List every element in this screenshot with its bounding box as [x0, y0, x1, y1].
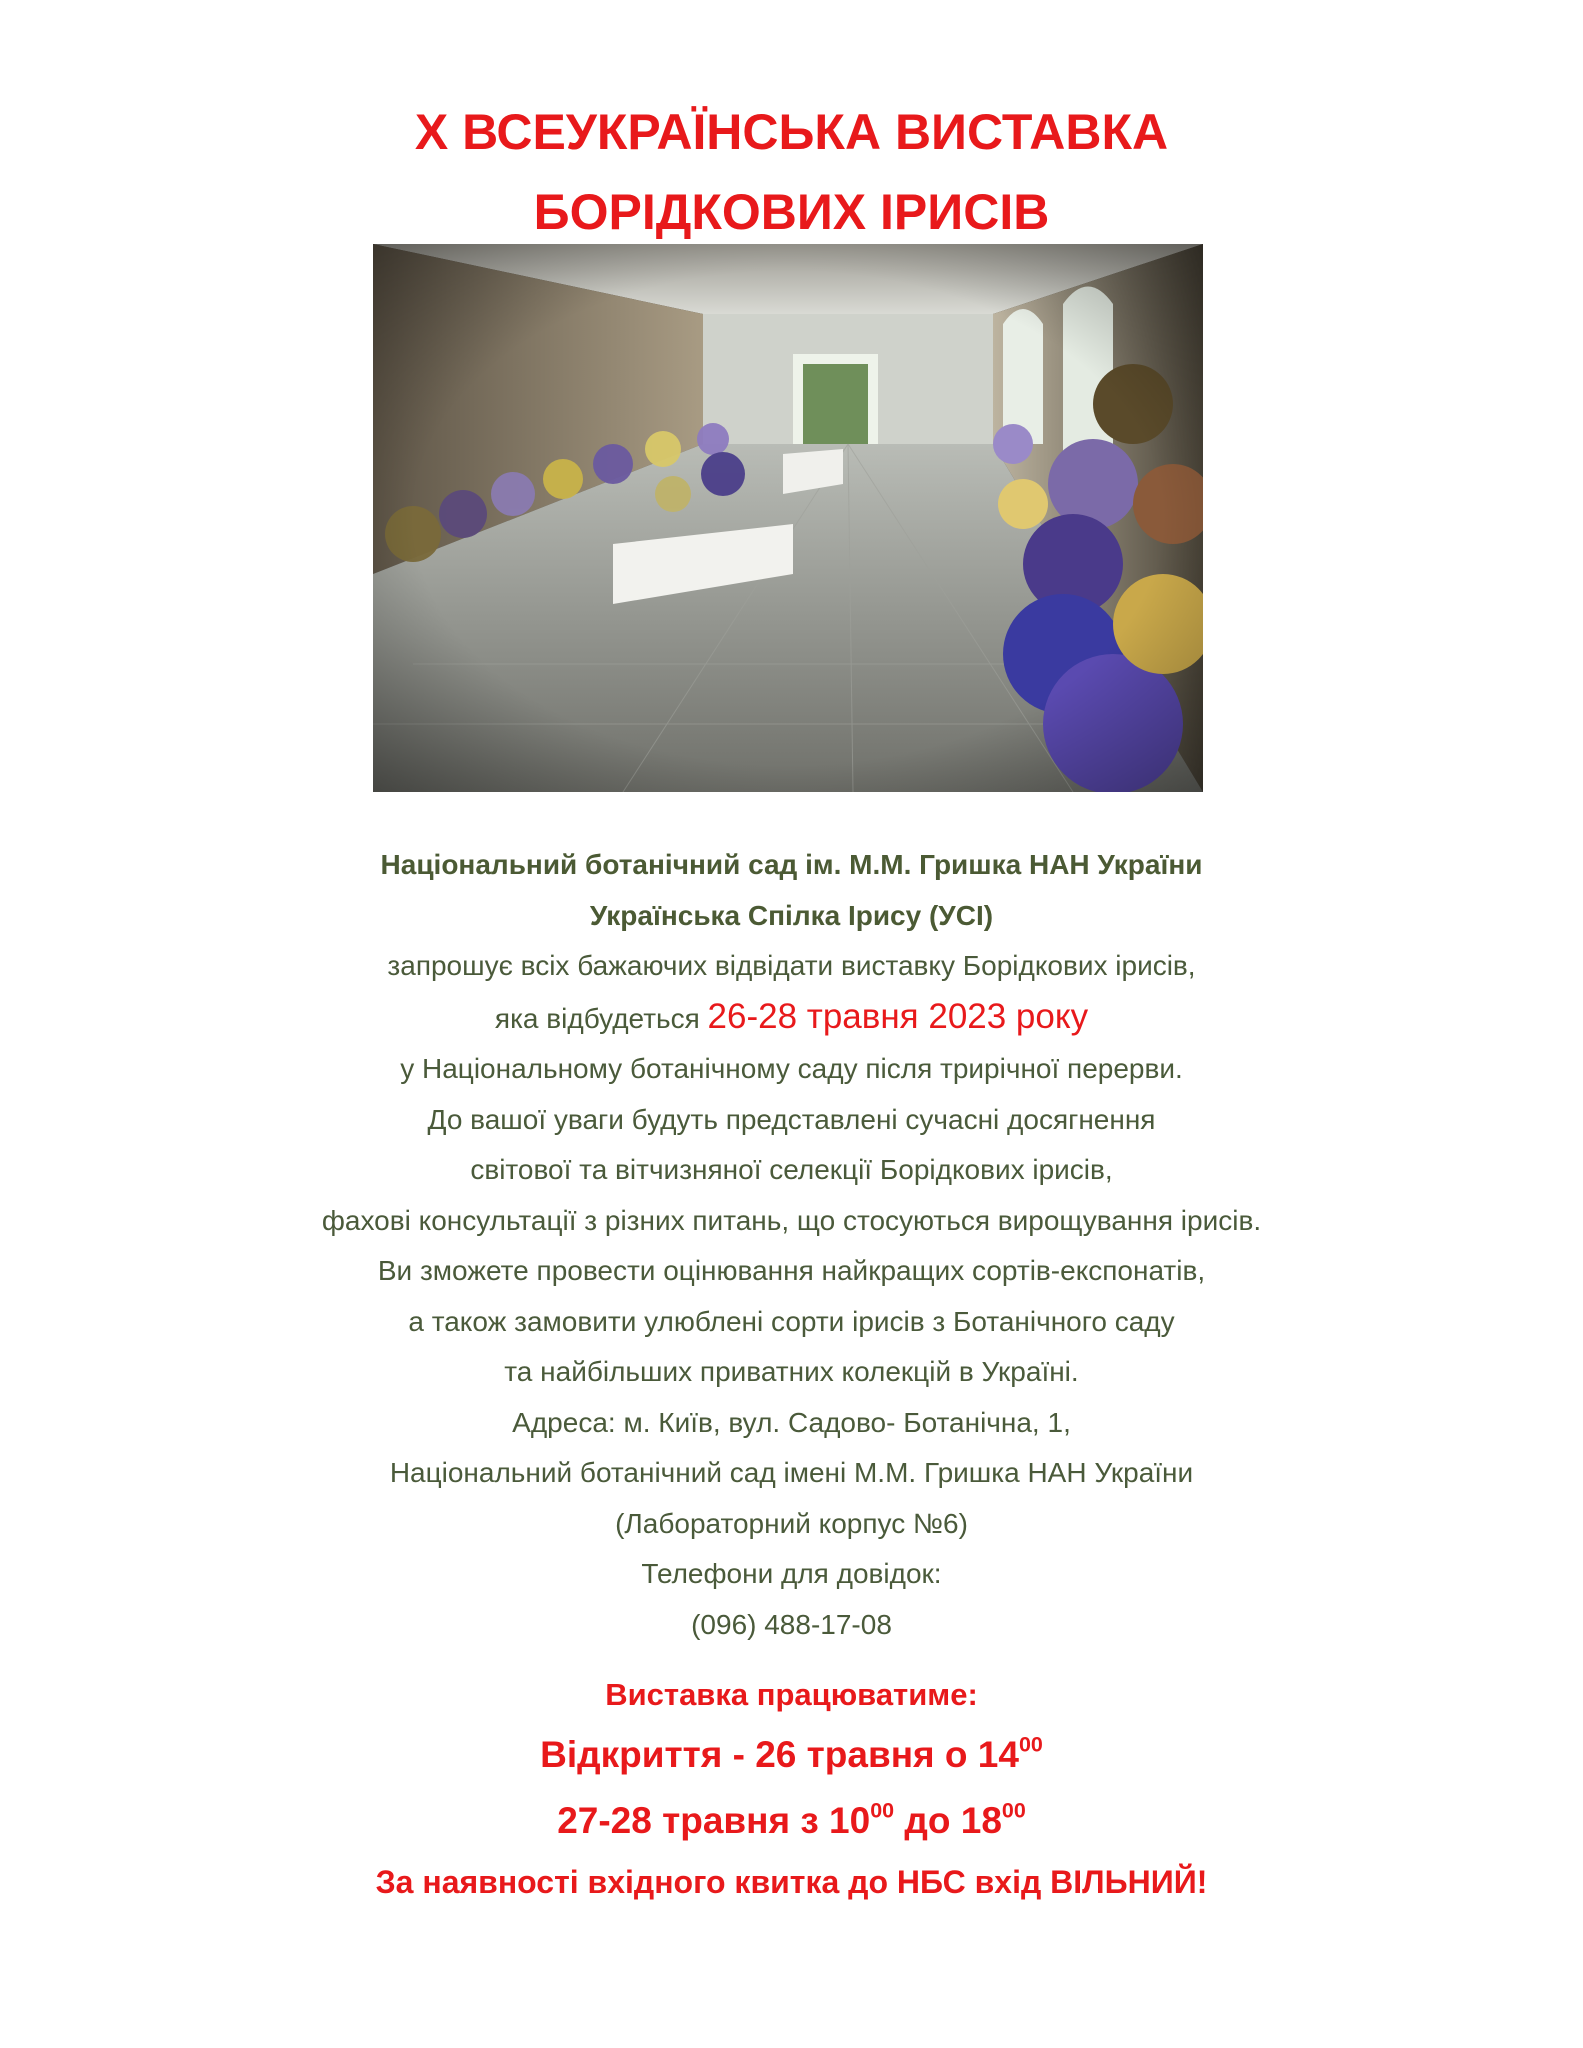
- days-hours-mid: до 18: [894, 1800, 1002, 1841]
- opening-time: [0, 1722, 1583, 1788]
- opening-time-minutes: 00: [1018, 1732, 1043, 1757]
- days-hours-end-minutes: 00: [1001, 1798, 1026, 1823]
- address-line-1: Адреса: м. Київ, вул. Садово- Ботанічна, 1,: [512, 1406, 1071, 1438]
- phones-label: Телефони для довідок:: [641, 1558, 942, 1589]
- description-line-3: світової та вітчизняної селекції Борідкових ірисів,: [470, 1154, 1113, 1185]
- entry-note: За наявності вхідного квитка до НБС вхід ВІЛЬНИЙ!: [375, 1864, 1208, 1900]
- days-hours-start-minutes: 00: [870, 1798, 895, 1823]
- description-line-5: Ви зможете провести оцінювання найкращих сортів-експонатів,: [377, 1255, 1206, 1286]
- days-hours-text: 27-28 травня з 10: [557, 1800, 871, 1841]
- exhibition-hall-photo: [373, 244, 1203, 792]
- description-line-7: та найбільших приватних колекцій в Україні.: [504, 1356, 1079, 1387]
- organizer-garden: Національний ботанічний сад ім. М.М. Гришка НАН України: [380, 849, 1203, 880]
- event-date-prefix: яка відбудеться: [494, 1002, 708, 1034]
- opening-hours: [0, 1668, 1583, 1910]
- poster-title-line1: X ВСЕУКРАЇНСЬКА ВИСТАВКА: [414, 104, 1169, 160]
- event-date: 26-28 травня 2023 року: [707, 996, 1089, 1036]
- description-line-4: фахові консультації з різних питань, що стосуються вирощування ірисів.: [321, 1204, 1262, 1236]
- description-line-1: у Національному ботанічному саду після трирічної перерви.: [400, 1053, 1183, 1084]
- invite-line: запрошує всіх бажаючих відвідати виставку Борідкових ірисів,: [387, 950, 1196, 981]
- address-line-2: Національний ботанічний сад імені М.М. Гришка НАН України: [389, 1457, 1194, 1488]
- organizer-union: Українська Спілка Ірису (УСІ): [589, 899, 994, 931]
- opening-time-text: Відкриття - 26 травня о 14: [540, 1734, 1019, 1775]
- poster-title-line2: БОРІДКОВИХ ІРИСІВ: [533, 184, 1050, 240]
- announcement-text: [0, 840, 1583, 1650]
- hours-heading: Виставка працюватиме:: [605, 1677, 978, 1712]
- address-line-3: (Лабораторний корпус №6): [615, 1507, 968, 1539]
- event-date-line: [0, 992, 1583, 1045]
- description-line-6: а також замовити улюблені сорти ірисів з Ботанічного саду: [408, 1305, 1175, 1337]
- days-hours: [0, 1788, 1583, 1854]
- description-line-2: До вашої уваги будуть представлені сучасні досягнення: [427, 1103, 1156, 1135]
- phone-number: (096) 488-17-08: [691, 1608, 892, 1640]
